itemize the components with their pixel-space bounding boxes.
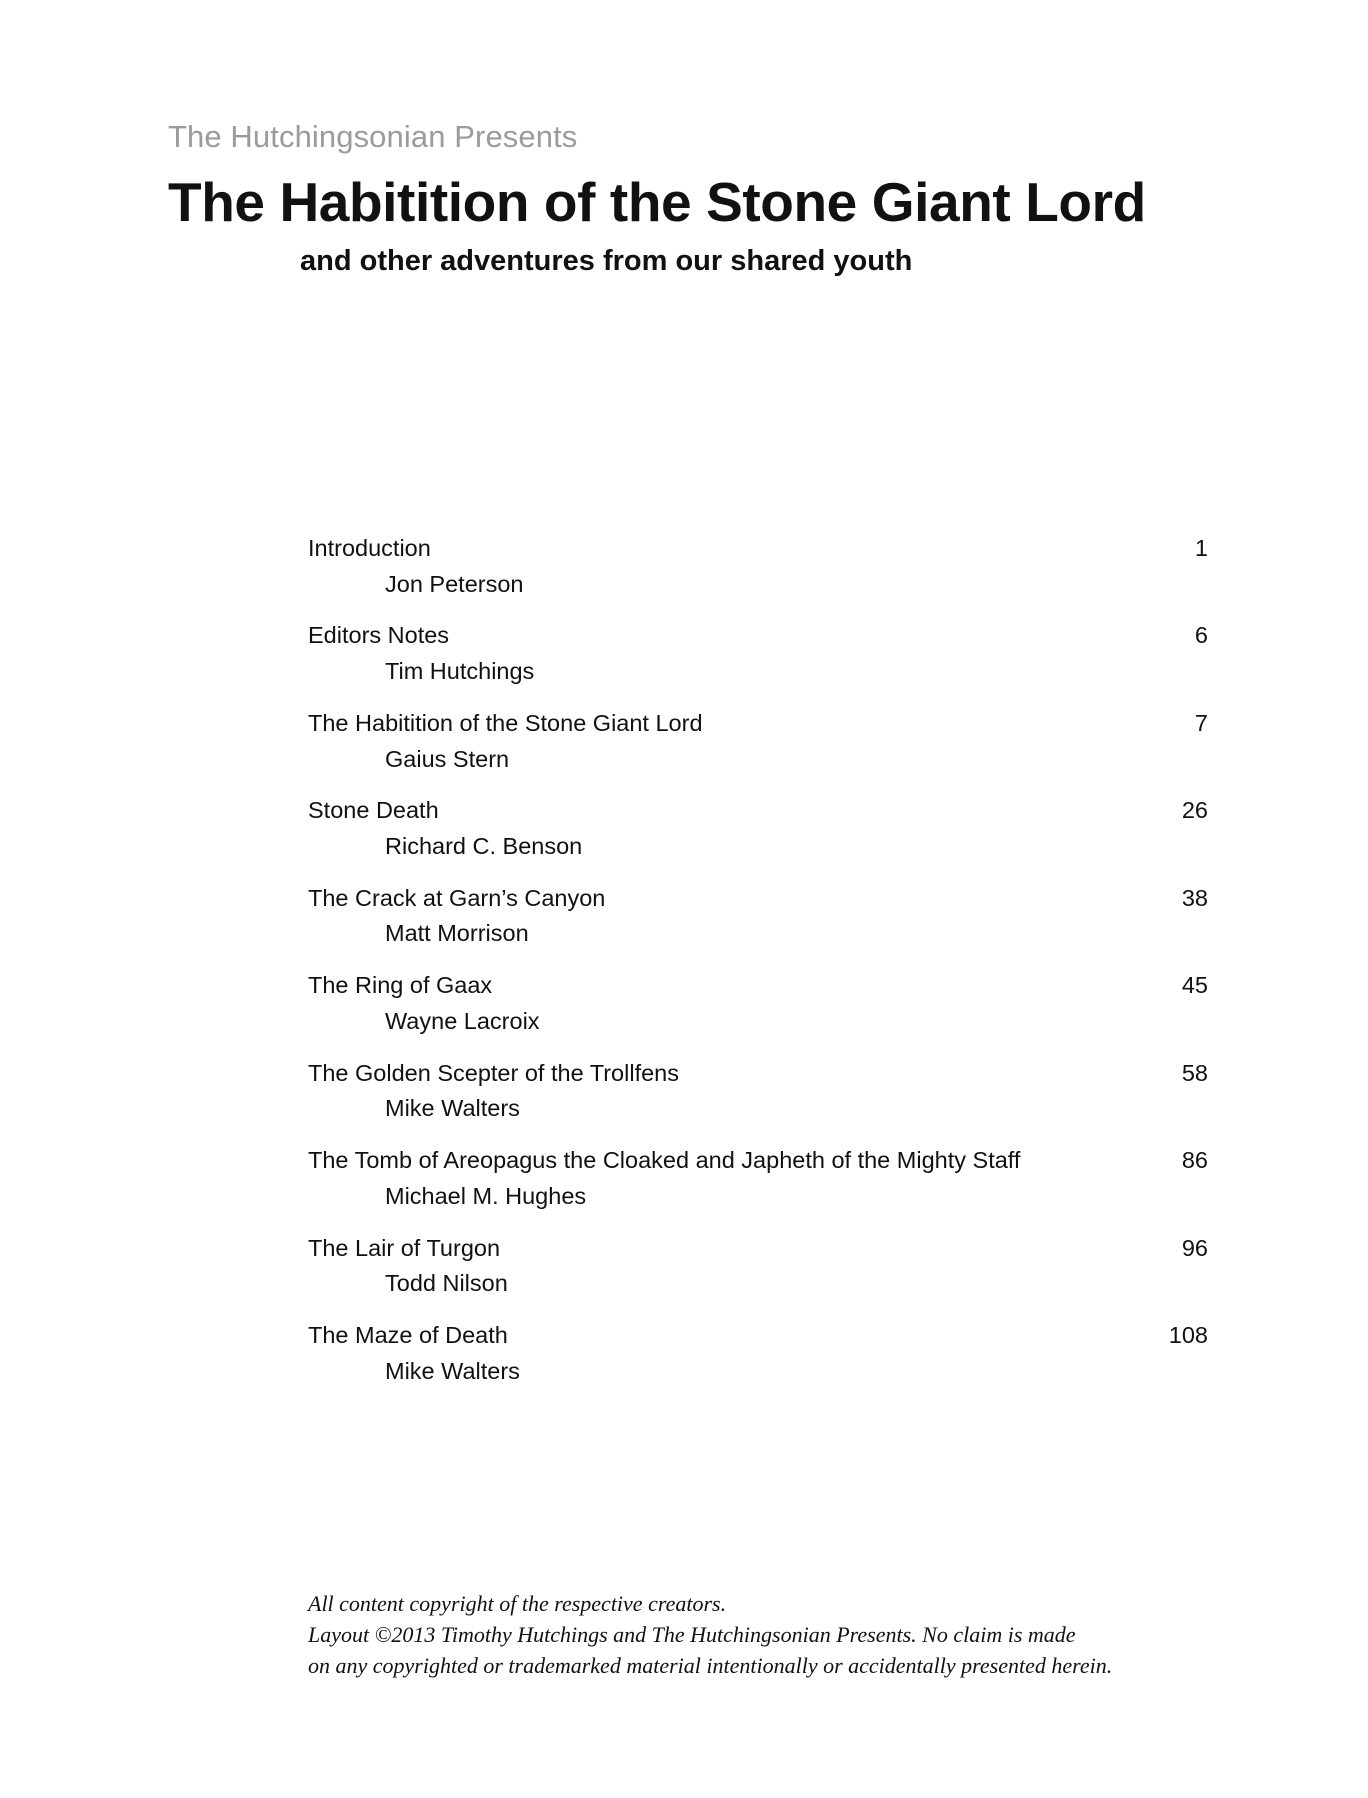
toc-entry-line bbox=[308, 795, 1208, 827]
copyright-notice bbox=[308, 1588, 1238, 1682]
toc-entry-page: 108 bbox=[1168, 1321, 1208, 1348]
toc-entry-title: The Crack at Garn’s Canyon bbox=[308, 884, 606, 911]
toc-entry-line bbox=[308, 620, 1208, 652]
toc-entry[interactable] bbox=[308, 795, 1208, 862]
toc-entry-page: 38 bbox=[1181, 884, 1208, 911]
toc-entry-line bbox=[308, 1320, 1208, 1352]
toc-entry-title: Editors Notes bbox=[308, 622, 450, 649]
toc-entry-page: 58 bbox=[1181, 1059, 1208, 1086]
toc-entry-title: The Ring of Gaax bbox=[308, 972, 493, 999]
toc-entry-title: Introduction bbox=[308, 535, 431, 561]
toc-entry[interactable] bbox=[308, 620, 1208, 687]
toc-entry-author: Gaius Stern bbox=[385, 745, 510, 772]
toc-entry-title: The Golden Scepter of the Trollfens bbox=[308, 1059, 679, 1086]
toc-entry-author: Todd Nilson bbox=[385, 1270, 508, 1297]
toc-entry-page: 6 bbox=[1194, 622, 1208, 649]
toc-entry[interactable] bbox=[308, 970, 1208, 1037]
masthead bbox=[168, 120, 1248, 278]
toc-entry-title: The Lair of Turgon bbox=[308, 1234, 501, 1261]
copyright-line-2: Layout ©2013 Timothy Hutchings and The Hutchingsonian Presents. No claim is made bbox=[308, 1622, 1076, 1648]
toc-entry[interactable] bbox=[308, 1145, 1208, 1212]
toc-entry[interactable] bbox=[308, 1320, 1208, 1387]
toc-entry-line bbox=[308, 970, 1208, 1002]
toc-entry-line bbox=[308, 883, 1208, 915]
toc-entry-title: The Maze of Death bbox=[308, 1321, 508, 1348]
copyright-line-3: on any copyrighted or trademarked material intentionally or accidentally presented herein. bbox=[308, 1653, 1113, 1679]
toc-entry-author: Michael M. Hughes bbox=[385, 1182, 587, 1209]
toc-entry-title: Stone Death bbox=[308, 797, 439, 824]
book-title: The Habitition of the Stone Giant Lord bbox=[168, 171, 1146, 234]
toc-entry-author: Tim Hutchings bbox=[385, 658, 535, 685]
toc-entry-line bbox=[308, 1145, 1208, 1177]
toc-entry[interactable] bbox=[308, 1233, 1208, 1300]
toc-entry-page: 45 bbox=[1181, 972, 1208, 999]
table-of-contents bbox=[308, 533, 1208, 1387]
toc-entry-line bbox=[308, 533, 1208, 565]
toc-entry-line bbox=[308, 708, 1208, 740]
toc-entry-line bbox=[308, 1058, 1208, 1090]
toc-entry[interactable] bbox=[308, 1058, 1208, 1125]
toc-entry[interactable] bbox=[308, 533, 1208, 600]
toc-entry-page: 96 bbox=[1181, 1234, 1208, 1261]
toc-entry-line bbox=[308, 1233, 1208, 1265]
toc-entry[interactable] bbox=[308, 708, 1208, 775]
toc-entry-page: 7 bbox=[1194, 709, 1208, 736]
toc-entry-author: Richard C. Benson bbox=[385, 833, 583, 860]
toc-entry-author: Jon Peterson bbox=[385, 570, 524, 597]
toc-entry-author: Matt Morrison bbox=[385, 920, 529, 947]
copyright-line-1: All content copyright of the respective creators. bbox=[308, 1591, 727, 1616]
toc-entry-author: Wayne Lacroix bbox=[385, 1007, 540, 1034]
toc-entry-title: The Habitition of the Stone Giant Lord bbox=[308, 709, 703, 736]
imprint-line: The Hutchingsonian Presents bbox=[168, 119, 578, 154]
toc-entry-title: The Tomb of Areopagus the Cloaked and Japheth of the Mighty Staff bbox=[308, 1147, 1021, 1174]
toc-entry-page: 86 bbox=[1181, 1147, 1208, 1174]
toc-entry-page: 1 bbox=[1194, 535, 1208, 561]
toc-entry-author: Mike Walters bbox=[385, 1357, 520, 1384]
toc-entry-page: 26 bbox=[1181, 797, 1208, 824]
toc-entry[interactable] bbox=[308, 883, 1208, 950]
toc-entry-author: Mike Walters bbox=[385, 1095, 520, 1122]
book-subtitle: and other adventures from our shared youth bbox=[300, 244, 913, 277]
